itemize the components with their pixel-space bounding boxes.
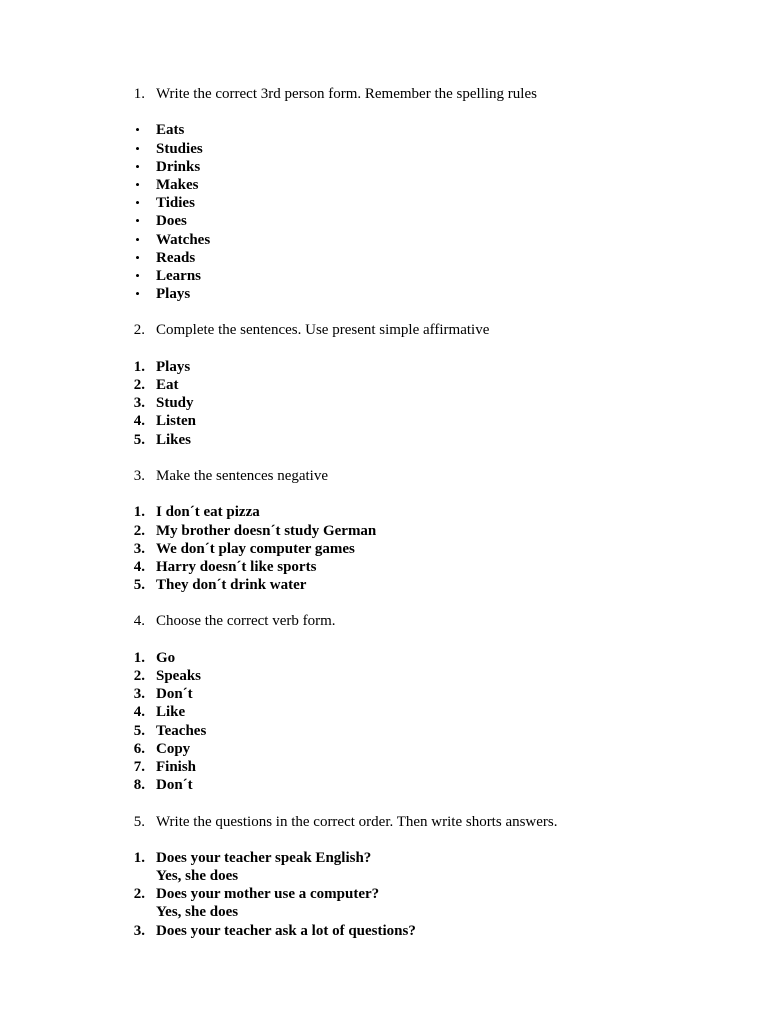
bullet-icon: •: [135, 267, 140, 283]
list-item: [0, 158, 768, 176]
item-number: 1.: [133, 358, 145, 375]
short-answer-text: Yes, she does: [156, 904, 239, 921]
list-item: [0, 285, 768, 303]
answer-text: My brother doesn´t study German: [156, 522, 377, 539]
answer-text: They don´t drink water: [156, 577, 307, 594]
section-number: 2.: [133, 322, 145, 339]
list-item: [0, 885, 768, 903]
list-item: [0, 412, 768, 430]
section-number: 1.: [133, 86, 145, 102]
list-item: [0, 503, 768, 521]
answer-text: Does your mother use a computer?: [156, 886, 380, 903]
answer-text: Drinks: [156, 158, 201, 175]
list-item-reply: [0, 903, 768, 921]
bullet-icon: •: [135, 140, 140, 156]
item-number: 3.: [133, 540, 145, 557]
answer-text: Listen: [156, 413, 197, 430]
section-2-heading: [0, 321, 768, 339]
bullet-icon: •: [135, 195, 140, 211]
answer-text: Teaches: [156, 722, 207, 739]
item-number: 7.: [133, 758, 145, 775]
answer-text: Copy: [156, 740, 191, 757]
bullet-icon: •: [135, 122, 140, 138]
answer-text: Like: [156, 704, 186, 721]
section-instruction: Write the questions in the correct order. Then write shorts answers.: [156, 813, 558, 830]
item-number: 5.: [133, 577, 145, 594]
answer-text: Watches: [156, 231, 211, 248]
section-instruction: Complete the sentences. Use present simple affirmative: [156, 322, 490, 339]
answer-text: Go: [156, 649, 176, 666]
answer-text: Plays: [156, 358, 191, 375]
list-item: [0, 522, 768, 540]
list-item: [0, 776, 768, 794]
section-1-heading: [0, 85, 768, 103]
answer-text: Don´t: [156, 686, 193, 703]
spacer: [0, 831, 768, 849]
answer-text: Does: [156, 213, 187, 230]
answer-text: I don´t eat pizza: [156, 504, 260, 521]
section-4-heading: [0, 612, 768, 630]
list-item-reply: [0, 867, 768, 885]
bullet-icon: •: [135, 249, 140, 265]
section-number: 4.: [133, 613, 145, 630]
spacer: [0, 794, 768, 812]
section-instruction: Write the correct 3rd person form. Remember the spelling rules: [156, 86, 537, 102]
section-instruction: Make the sentences negative: [156, 467, 329, 484]
list-item: [0, 558, 768, 576]
spacer: [0, 485, 768, 503]
list-item: [0, 685, 768, 703]
spacer: [0, 103, 768, 121]
item-number: 6.: [133, 740, 145, 757]
list-item: [0, 394, 768, 412]
item-number: 5.: [133, 431, 145, 448]
item-number: 1.: [133, 849, 145, 866]
list-item: [0, 358, 768, 376]
answer-text: Makes: [156, 176, 199, 193]
list-item: [0, 740, 768, 758]
list-item: [0, 121, 768, 139]
item-number: 4.: [133, 558, 145, 575]
bullet-icon: •: [135, 213, 140, 229]
section-instruction: Choose the correct verb form.: [156, 613, 336, 630]
item-number: 2.: [133, 377, 145, 393]
item-number: 4.: [133, 704, 145, 721]
spacer: [0, 340, 768, 358]
list-item: [0, 667, 768, 685]
worksheet-page: [0, 85, 768, 940]
item-number: 5.: [133, 722, 145, 739]
answer-text: Study: [156, 395, 194, 412]
answer-text: Learns: [156, 267, 201, 284]
item-number: 4.: [133, 413, 145, 430]
spacer: [0, 631, 768, 649]
list-item: [0, 376, 768, 394]
section-number: 5.: [133, 813, 145, 830]
list-item: [0, 849, 768, 867]
answer-text: Harry doesn´t like sports: [156, 558, 317, 575]
list-item: [0, 267, 768, 285]
answer-text: Don´t: [156, 777, 193, 794]
item-number: 1.: [133, 649, 145, 666]
answer-text: Eat: [156, 377, 179, 393]
section-3-heading: [0, 467, 768, 485]
spacer: [0, 594, 768, 612]
answer-text: Plays: [156, 286, 191, 303]
list-item: [0, 176, 768, 194]
answer-text: Finish: [156, 758, 197, 775]
spacer: [0, 449, 768, 467]
list-item: [0, 758, 768, 776]
list-item: [0, 212, 768, 230]
item-number: 3.: [133, 922, 145, 939]
list-item: [0, 540, 768, 558]
item-number: 3.: [133, 395, 145, 412]
answer-text: Does your teacher speak English?: [156, 849, 372, 866]
list-item: [0, 722, 768, 740]
answer-text: Likes: [156, 431, 192, 448]
bullet-icon: •: [135, 286, 140, 302]
bullet-icon: •: [135, 231, 140, 247]
list-item: [0, 649, 768, 667]
list-item: [0, 922, 768, 940]
answer-text: Does your teacher ask a lot of questions?: [156, 922, 416, 939]
short-answer-text: Yes, she does: [156, 868, 239, 885]
bullet-icon: •: [135, 158, 140, 174]
answer-text: Speaks: [156, 668, 202, 684]
item-number: 2.: [133, 886, 145, 903]
answer-text: We don´t play computer games: [156, 540, 355, 557]
list-item: [0, 249, 768, 267]
list-item: [0, 431, 768, 449]
item-number: 2.: [133, 668, 145, 684]
answer-text: Reads: [156, 249, 196, 266]
item-number: 1.: [133, 504, 145, 521]
list-item: [0, 140, 768, 158]
answer-text: Studies: [156, 140, 203, 157]
section-number: 3.: [133, 467, 145, 484]
bullet-icon: •: [135, 176, 140, 192]
item-number: 2.: [133, 522, 145, 539]
answer-text: Eats: [156, 122, 185, 139]
item-number: 3.: [133, 686, 145, 703]
spacer: [0, 303, 768, 321]
list-item: [0, 231, 768, 249]
list-item: [0, 576, 768, 594]
answer-text: Tidies: [156, 195, 195, 212]
section-5-heading: [0, 813, 768, 831]
list-item: [0, 703, 768, 721]
list-item: [0, 194, 768, 212]
item-number: 8.: [133, 777, 145, 794]
